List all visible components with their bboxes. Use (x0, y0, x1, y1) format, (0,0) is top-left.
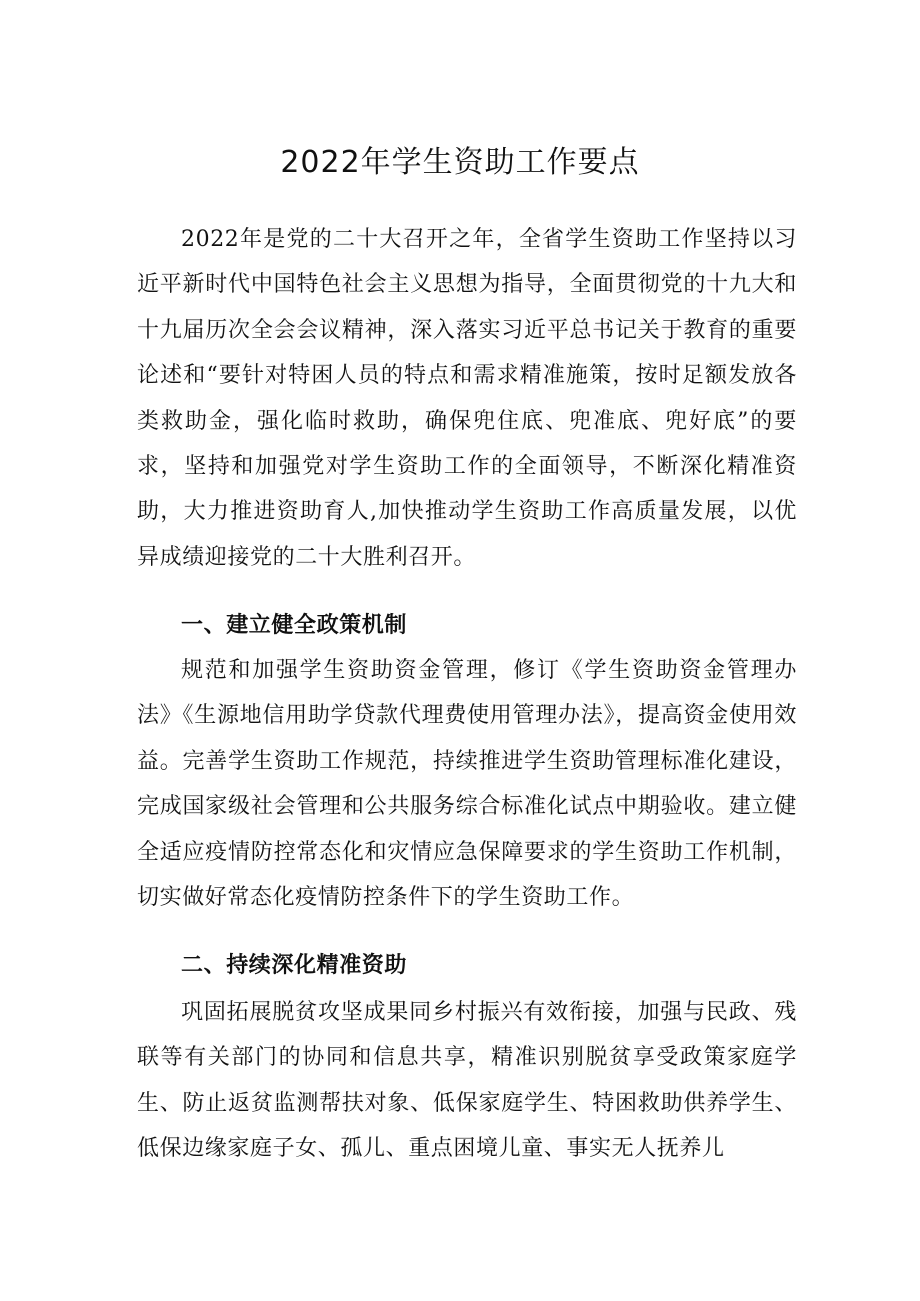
section-paragraph-1: 规范和加强学生资助资金管理，修订《学生资助资金管理办法》《生源地信用助学贷款代理费使用管理办法》，提高资金使用效益。完善学生资助工作规范，持续推进学生资助管理标准化建设，完成国家级社会管理和公共服务综合标准化试点中期验收。建立健全适应疫情防控常态化和灾情应急保障要求的学生资助工作机制，切实做好常态化疫情防控条件下的学生资助工作。 (137, 658, 797, 911)
intro-paragraph: 2022年是党的二十大召开之年，全省学生资助工作坚持以习近平新时代中国特色社会主义思想为指导，全面贯彻党的十九大和十九届历次全会会议精神，深入落实习近平总书记关于教育的重要论述和“要针对特困人员的特点和需求精准施策，按时足额发放各类救助金，强化临时救助，确保兜住底、兜准底、兜好底”的要求，坚持和加强党对学生资助工作的全面领导，不断深化精准资助，大力推进资助育人,加快推动学生资助工作高质量发展，以优异成绩迎接党的二十大胜利召开。 (137, 227, 797, 570)
section-heading-1: 一、建立健全政策机制 (181, 613, 408, 638)
document-title: 2022年学生资助工作要点 (280, 145, 640, 180)
section-heading-2: 二、持续深化精准资助 (181, 953, 408, 978)
section-paragraph-2: 巩固拓展脱贫攻坚成果同乡村振兴有效衔接，加强与民政、残联等有关部门的协同和信息共享，精准识别脱贫享受政策家庭学生、防止返贫监测帮扶对象、低保家庭学生、特困救助供养学生、低保边缘家庭子女、孤儿、重点困境儿童、事实无人抚养儿 (137, 1000, 797, 1162)
